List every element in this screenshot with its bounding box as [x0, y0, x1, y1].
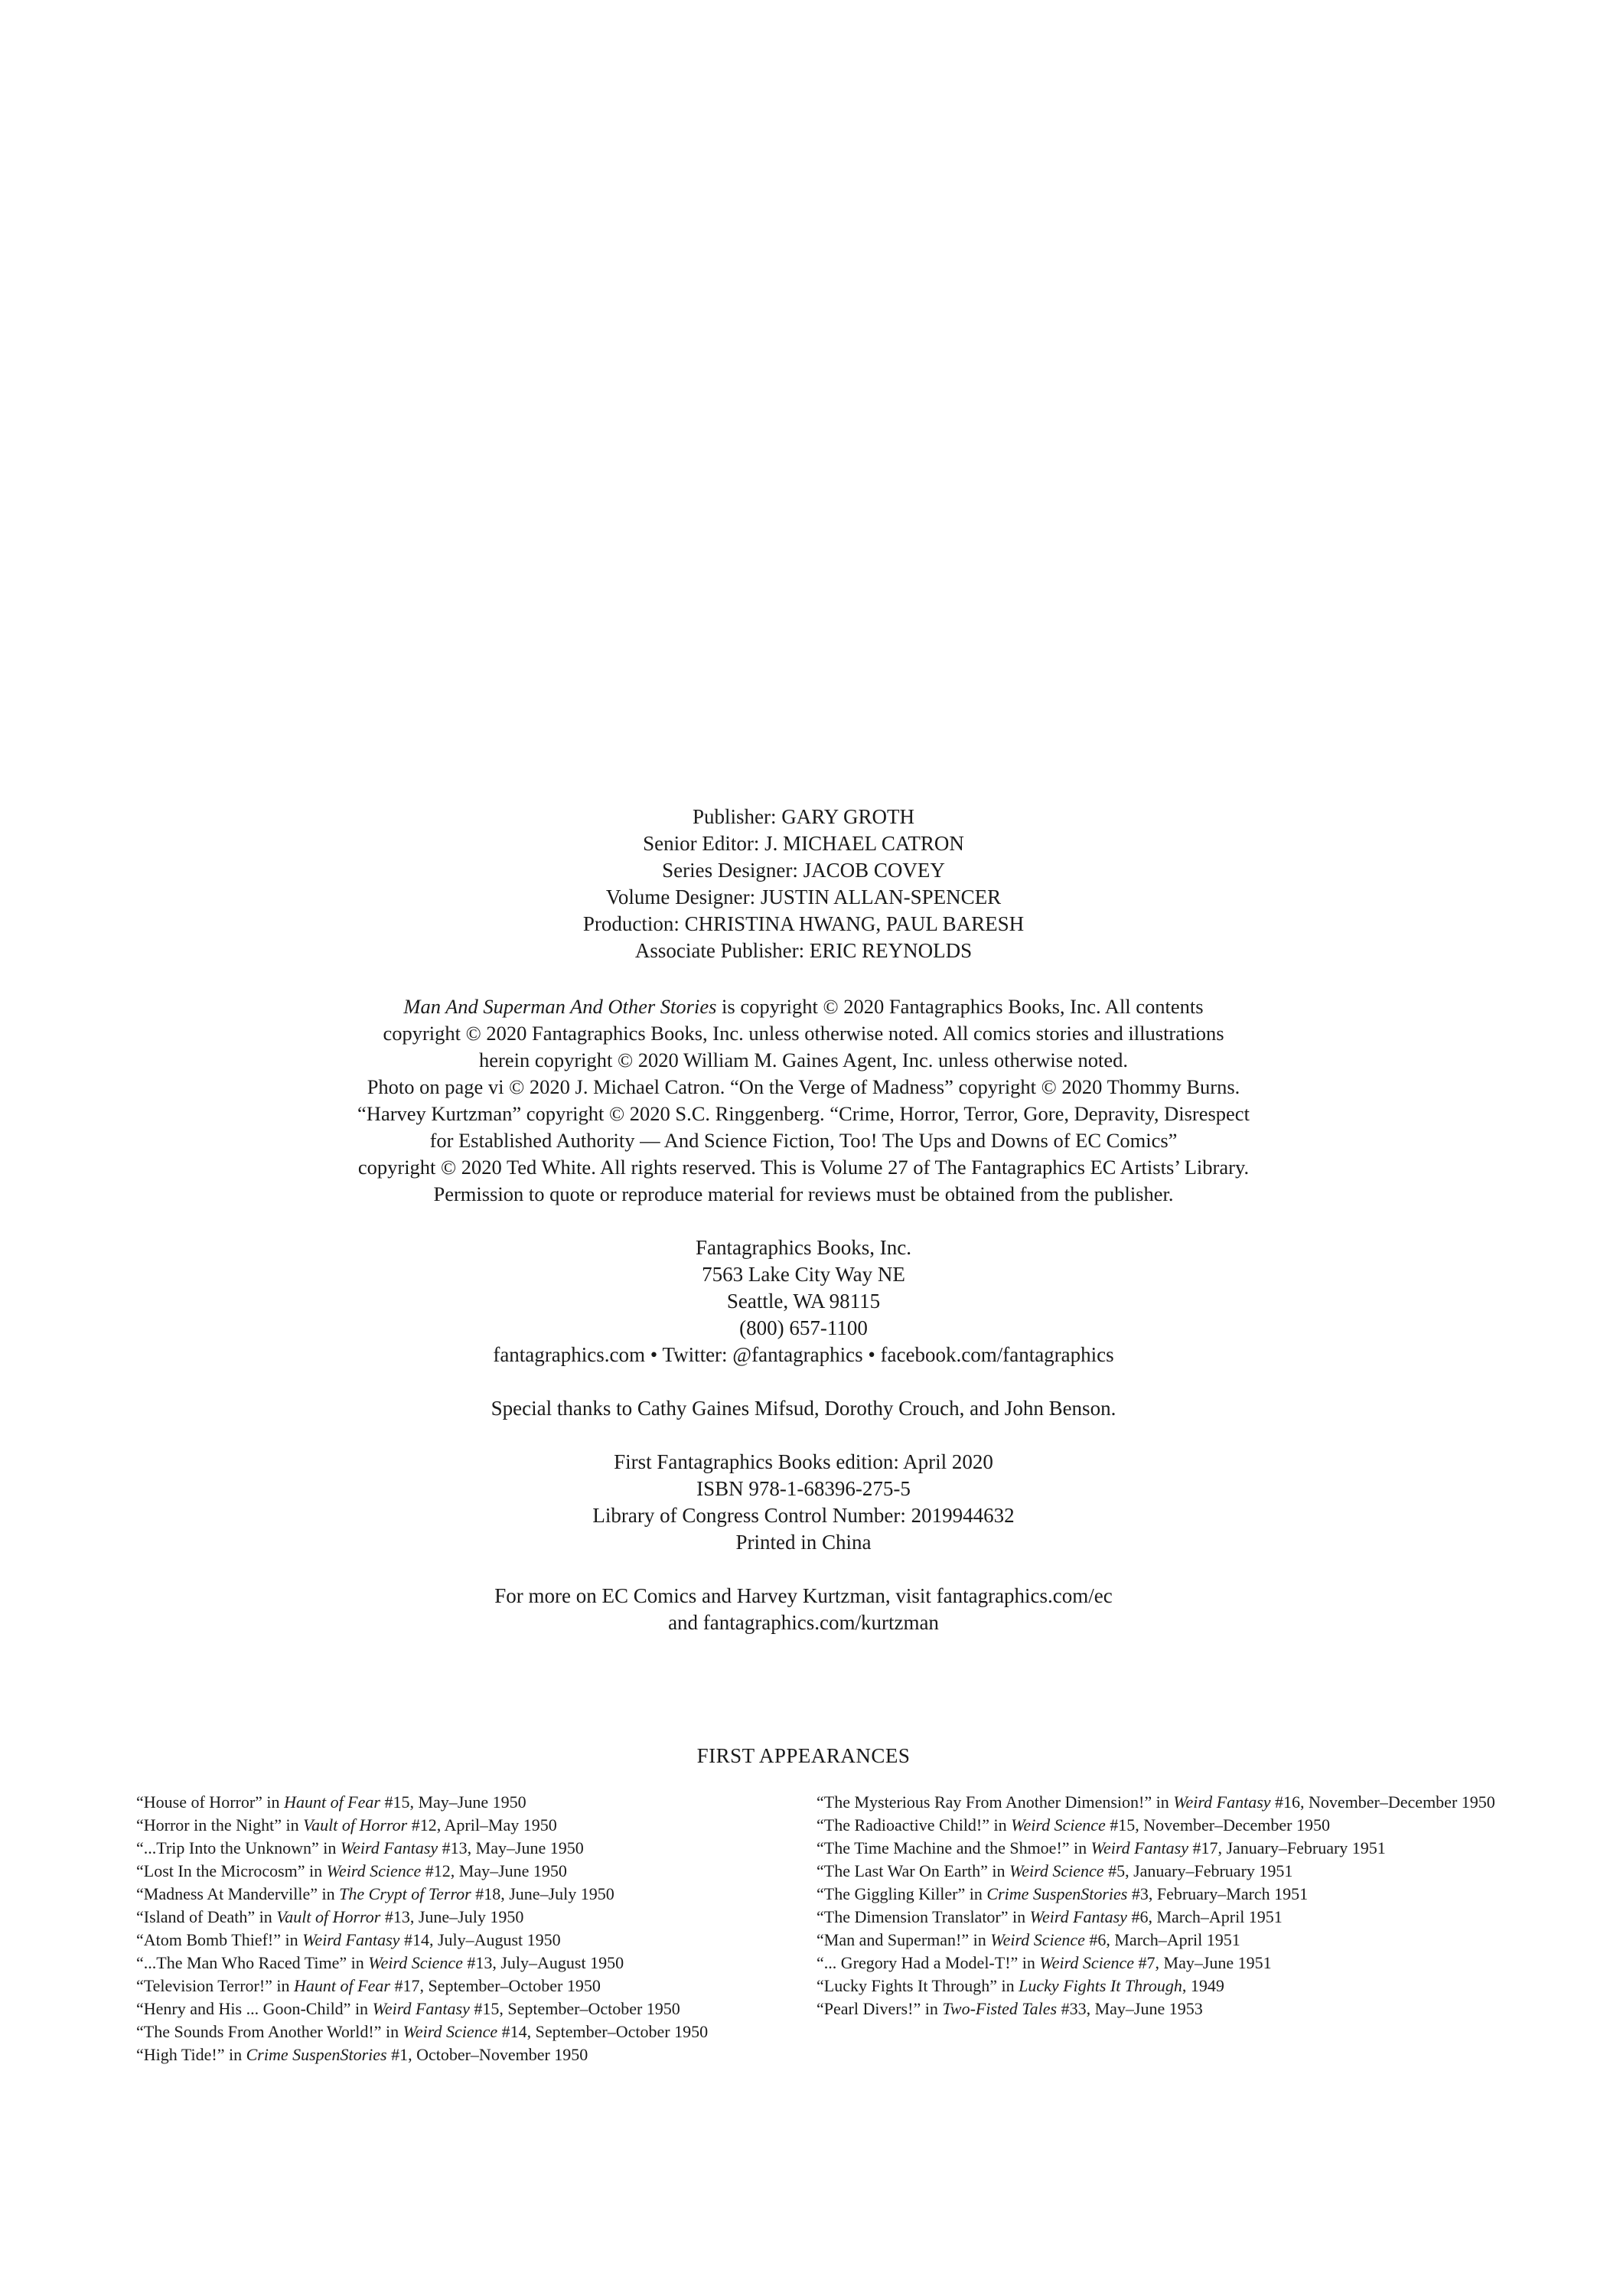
- appearance-item: “Television Terror!” in Haunt of Fear #17, September–October 1950: [136, 1976, 601, 1995]
- appearance-item: “The Sounds From Another World!” in Weird Science #14, September–October 1950: [136, 2022, 709, 2041]
- thanks-line: Special thanks to Cathy Gaines Mifsud, Dorothy Crouch, and John Benson.: [491, 1397, 1116, 1420]
- appearance-item: “Lost In the Microcosm” in Weird Science #12, May–June 1950: [136, 1861, 567, 1880]
- special-thanks: [0, 1395, 1607, 1422]
- edition-info: [0, 1449, 1607, 1556]
- appearance-item: “The Dimension Translator” in Weird Fantasy #6, March–April 1951: [817, 1907, 1283, 1926]
- edition-line: First Fantagraphics Books edition: April 2020: [614, 1450, 993, 1473]
- staff-line: Publisher: GARY GROTH: [692, 805, 914, 828]
- appearance-item: “Pearl Divers!” in Two-Fisted Tales #33, May–June 1953: [817, 1999, 1203, 2018]
- appearance-item: “Lucky Fights It Through” in Lucky Fights It Through, 1949: [817, 1976, 1224, 1995]
- printed-line: Printed in China: [735, 1531, 872, 1554]
- book-title: Man And Superman And Other Stories: [403, 995, 717, 1018]
- appearance-item: “...Trip Into the Unknown” in Weird Fantasy #13, May–June 1950: [136, 1838, 584, 1857]
- phone-number: (800) 657-1100: [739, 1316, 868, 1339]
- appearance-item: “Atom Bomb Thief!” in Weird Fantasy #14, July–August 1950: [136, 1930, 561, 1949]
- staff-line: Senior Editor: J. MICHAEL CATRON: [643, 832, 964, 855]
- staff-line: Associate Publisher: ERIC REYNOLDS: [634, 939, 973, 962]
- appearance-item: “Henry and His ... Goon-Child” in Weird Fantasy #15, September–October 1950: [136, 1999, 680, 2018]
- credits-block: [0, 804, 1607, 1636]
- appearance-item: “Horror in the Night” in Vault of Horror #12, April–May 1950: [136, 1815, 557, 1835]
- appearance-item: “The Radioactive Child!” in Weird Science #15, November–December 1950: [817, 1815, 1330, 1835]
- copyright-line: copyright © 2020 Ted White. All rights reserved. This is Volume 27 of The Fantagraphics EC Artists’ Library.: [357, 1156, 1250, 1179]
- copyright-notice: [0, 993, 1607, 1208]
- appearance-item: “...The Man Who Raced Time” in Weird Science #13, July–August 1950: [136, 1953, 624, 1972]
- copyright-line: for Established Authority — And Science Fiction, Too! The Ups and Downs of EC Comics”: [429, 1129, 1178, 1152]
- web-links: fantagraphics.com • Twitter: @fantagraphics • facebook.com/fantagraphics: [493, 1343, 1114, 1366]
- appearance-item: “The Mysterious Ray From Another Dimension!” in Weird Fantasy #16, November–December 1950: [817, 1792, 1495, 1812]
- address-line: Fantagraphics Books, Inc.: [696, 1236, 911, 1259]
- appearance-item: “Madness At Manderville” in The Crypt of Terror #18, June–July 1950: [136, 1884, 614, 1903]
- copyright-line: “Harvey Kurtzman” copyright © 2020 S.C. Ringgenberg. “Crime, Horror, Terror, Gore, Depravity, Disrespect: [357, 1102, 1250, 1125]
- staff-line: Production: CHRISTINA HWANG, PAUL BARESH: [582, 912, 1025, 935]
- first-appearances-title: FIRST APPEARANCES: [696, 1744, 911, 1767]
- address-line: Seattle, WA 98115: [726, 1290, 881, 1313]
- address-line: 7563 Lake City Way NE: [702, 1263, 905, 1286]
- more-info-line: For more on EC Comics and Harvey Kurtzman, visit fantagraphics.com/ec: [494, 1584, 1113, 1607]
- copyright-line: herein copyright © 2020 William M. Gaines Agent, Inc. unless otherwise noted.: [478, 1049, 1128, 1071]
- appearance-item: “... Gregory Had a Model-T!” in Weird Science #7, May–June 1951: [817, 1953, 1272, 1972]
- copyright-line: [0, 993, 1607, 1020]
- lccn-line: Library of Congress Control Number: 2019944632: [592, 1504, 1015, 1527]
- first-appearances-left-column: [136, 1791, 817, 2066]
- publisher-address: [0, 1234, 1607, 1368]
- copyright-line-rest: is copyright © 2020 Fantagraphics Books, Inc. All contents: [716, 995, 1204, 1018]
- staff-line: Volume Designer: JUSTIN ALLAN-SPENCER: [605, 885, 1002, 908]
- staff-credits: [0, 804, 1607, 964]
- more-info-line: and fantagraphics.com/kurtzman: [668, 1611, 939, 1634]
- copyright-line: copyright © 2020 Fantagraphics Books, Inc. unless otherwise noted. All comics stories and illustrations: [383, 1022, 1224, 1045]
- more-info: [0, 1583, 1607, 1636]
- staff-line: Series Designer: JACOB COVEY: [662, 859, 945, 882]
- appearance-item: “High Tide!” in Crime SuspenStories #1, October–November 1950: [136, 2045, 588, 2064]
- first-appearances-right-column: [817, 1791, 1505, 2020]
- appearance-item: “The Giggling Killer” in Crime SuspenStories #3, February–March 1951: [817, 1884, 1309, 1903]
- appearance-item: “The Last War On Earth” in Weird Science #5, January–February 1951: [817, 1861, 1293, 1880]
- isbn-line: ISBN 978-1-68396-275-5: [696, 1477, 911, 1500]
- copyright-line: Photo on page vi © 2020 J. Michael Catron. “On the Verge of Madness” copyright © 2020 Thommy Burns.: [367, 1075, 1240, 1098]
- appearance-item: “Island of Death” in Vault of Horror #13, June–July 1950: [136, 1907, 524, 1926]
- appearance-item: “House of Horror” in Haunt of Fear #15, May–June 1950: [136, 1792, 526, 1812]
- copyright-line: Permission to quote or reproduce material for reviews must be obtained from the publisher.: [433, 1182, 1174, 1205]
- appearance-item: “Man and Superman!” in Weird Science #6, March–April 1951: [817, 1930, 1240, 1949]
- appearance-item: “The Time Machine and the Shmoe!” in Weird Fantasy #17, January–February 1951: [817, 1838, 1386, 1857]
